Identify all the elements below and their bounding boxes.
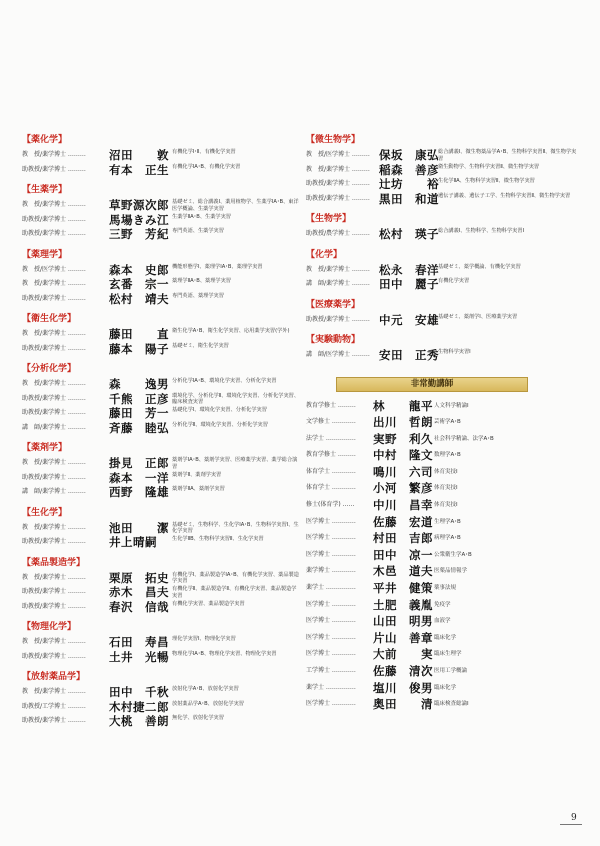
faculty-role: 助教授/薬学博士 ……… [22,294,86,302]
faculty-subjects: 分析化学ⅠA･B、環境化学実習、分析化学実習 [172,378,277,384]
lecturer-name: 土肥 義胤 [373,597,433,612]
faculty-role: 助教授/薬学博士 ……… [22,602,86,610]
faculty-role: 助教授/農学博士 ……… [306,230,370,237]
faculty-name: 森本 史郎 [109,262,169,277]
part-time-entry [306,497,581,514]
lecturer-subjects: 社会科学精論、法学A･B [434,435,494,442]
lecturer-subjects: 薬事法規 [434,585,457,592]
faculty-subjects: 有機化学Ⅰ･Ⅱ、有機化学実習 [172,149,236,155]
lecturer-name: 中川 昌幸 [373,498,433,513]
department-title: 【生薬学】 [22,185,68,195]
part-time-entry [306,613,581,630]
faculty-entry [22,163,300,178]
lecturer-name: 林 龍平 [373,398,433,413]
part-time-entry [306,464,581,481]
faculty-entry [306,192,581,207]
faculty-role: 講 師/医学博士 ……… [306,351,370,358]
faculty-name: 栗原 拓史 [109,570,169,585]
faculty-subjects: 有機化学Ⅱ、薬品製造学Ⅱ、有機化学実習、薬品製造学実習 [172,586,297,599]
faculty-role: 教 授/薬学博士 ……… [22,638,86,645]
lecturer-degree: 法学士 …………… [306,434,356,442]
faculty-role: 教 授/医学博士 ……… [306,151,370,158]
faculty-entry [22,198,300,213]
faculty-subjects: 薬剤学ⅠA･B、薬剤学実習、医療薬学実習、薬学総合演習 [172,457,298,470]
lecturer-name: 山田 明男 [373,614,433,629]
faculty-role: 教 授/薬学博士 ……… [306,165,370,173]
faculty-entry [22,277,300,292]
faculty-role: 教 授/薬学博士 ……… [22,380,86,387]
faculty-entry [306,313,581,328]
faculty-subjects: 生物科学実習Ⅰ [438,349,471,355]
faculty-subjects: 基礎ゼミ、薬学概論、有機化学実習 [438,263,521,270]
faculty-subjects: 理化学実習Ⅰ、物理化学実習 [172,636,236,642]
part-time-entry [306,580,581,597]
lecturer-degree: 医学博士 ………… [306,650,356,658]
faculty-name: 森 逸男 [109,377,169,391]
faculty-entry [22,471,300,486]
faculty-name: 沼田 敦 [109,148,169,162]
faculty-entry [22,377,300,392]
lecturer-degree: 医学博士 ………… [306,534,356,542]
faculty-name: 春沢 信哉 [109,599,169,614]
faculty-subjects: 機能形態学Ⅰ、薬理学ⅠA･B、薬理学実習 [172,263,263,270]
faculty-role: 教 授/薬学博士 ……… [22,573,86,581]
faculty-role: 教 授/薬学博士 ……… [22,523,86,531]
faculty-role: 講 師/薬学博士 ……… [306,280,370,287]
lecturer-subjects: 免疫学 [434,601,451,608]
lecturer-subjects: 臨床化学 [434,634,457,641]
lecturer-degree: 医学博士 ………… [306,600,356,608]
lecturer-degree: 工学博士 ………… [306,667,356,674]
part-time-entry [306,398,581,415]
faculty-name: 田中 千秋 [109,685,169,699]
faculty-role: 教 授/医学博士 ……… [22,265,86,273]
faculty-entry [22,421,300,436]
faculty-name: 松村 瑛子 [379,227,439,241]
lecturer-subjects: 臨床検査総論Ⅰ [434,701,469,708]
faculty-name: 馬場きみ江 [109,212,169,227]
lecturer-degree: 体育学士 ………… [306,484,356,492]
faculty-name: 藤田 芳一 [109,406,169,420]
part-time-entry [306,680,581,697]
faculty-subjects: 薬剤学ⅡA、薬剤学実習 [172,486,225,492]
faculty-subjects: 生化学ⅡB、生物科学実習Ⅱ、生化学実習 [172,536,264,542]
faculty-entry [306,177,581,192]
lecturer-degree: 薬学士 …………… [306,584,356,592]
department-title: 【薬化学】 [22,135,68,145]
faculty-role: 講 師/薬学博士 ……… [22,488,86,495]
right-column [306,134,581,713]
department-title: 【生化学】 [22,507,68,518]
lecturer-degree: 医学博士 ………… [306,617,356,625]
department-section [306,334,581,363]
faculty-role: 助教授/薬学博士 ……… [22,473,86,481]
lecturer-degree: 文学修士 ………… [306,418,356,426]
lecturer-subjects: 体育実技Ⅰ [434,502,458,509]
department-section [306,134,581,206]
faculty-role: 助教授/薬学博士 ……… [22,409,86,416]
part-time-entry [306,414,581,431]
lecturer-name: 村田 吉郎 [373,531,433,546]
lecturer-subjects: 血液学 [434,618,451,625]
faculty-entry [22,148,300,163]
faculty-name: 藤本 陽子 [109,341,169,356]
lecturer-name: 大前 実 [373,647,433,662]
faculty-name: 保坂 康弘 [379,148,439,162]
faculty-entry [22,392,300,407]
faculty-name: 玄番 宗一 [109,277,169,291]
lecturer-subjects: 医薬品情報学 [434,568,468,575]
lecturer-degree: 体育学士 ………… [306,467,356,475]
part-time-entry [306,646,581,663]
lecturer-degree: 教育学修士 ……… [306,451,356,459]
lecturer-subjects: 臨床生理学 [434,651,462,658]
faculty-name: 千熊 正彦 [109,391,169,406]
lecturer-subjects: 数理学A･B [434,452,461,459]
faculty-entry [22,521,300,536]
part-time-entry [306,447,581,464]
department-title: 【物理化学】 [22,622,77,632]
lecturer-name: 平井 健策 [373,581,433,596]
faculty-name: 掛見 正郎 [109,456,169,470]
lecturer-subjects: 公衆衛生学A･B [434,551,472,558]
faculty-entry [22,650,300,665]
lecturer-subjects: 芸術学A･B [434,419,461,426]
faculty-role: 助教授/薬学博士 ……… [22,394,86,402]
faculty-entry [22,406,300,421]
department-title: 【微生物学】 [306,135,361,145]
department-section [22,621,300,664]
faculty-subjects: 生薬学ⅡA･B、生薬学実習 [172,213,231,220]
department-title: 【薬剤学】 [22,443,68,453]
faculty-subjects: 放射化学A･B、放射化学実習 [172,686,239,692]
faculty-subjects: 有機化学Ⅰ、薬品製造学ⅠA･B、有機化学実習、薬品製造学実習 [172,571,299,584]
faculty-entry [22,327,300,342]
lecturer-name: 片山 善章 [373,630,433,645]
faculty-entry [22,263,300,278]
faculty-role: 教 授/薬学博士 ……… [22,330,86,337]
faculty-subjects: 衛生化学A･B、衛生化学実習、応用薬学実習(学外) [172,328,290,334]
department-title: 【医療薬学】 [306,299,361,310]
faculty-subjects: 遺伝子講義、遺伝子工学、生物科学実習Ⅱ、微生物学実習 [438,192,571,199]
lecturer-degree: 薬学博士 ………… [306,567,356,575]
faculty-name: 土井 光暢 [109,649,169,664]
faculty-subjects: 有機化学実習、薬品製造学実習 [172,600,245,607]
faculty-name: 黒田 和道 [379,191,439,206]
faculty-subjects: 薬理学ⅡA･B、薬理学実習 [172,278,231,284]
lecturer-name: 塩川 俊男 [373,680,433,695]
faculty-subjects: 薬剤学Ⅱ、薬剤学実習 [172,471,222,478]
faculty-role: 助教授/薬学博士 ……… [22,230,86,237]
faculty-entry [22,600,300,615]
faculty-entry [22,213,300,228]
page-number: 9 [571,813,577,823]
faculty-name: 石田 寿昌 [109,635,169,649]
faculty-name: 森本 一洋 [109,470,169,485]
faculty-role: 助教授/薬学博士 ……… [306,315,370,323]
faculty-entry [22,292,300,307]
lecturer-name: 佐藤 清次 [373,664,433,678]
faculty-name: 木村捷二郎 [109,699,169,714]
department-section [22,671,300,729]
department-title: 【薬品製造学】 [22,557,86,568]
department-section [22,442,300,500]
faculty-subjects: 基礎ゼミ、総合講義Ⅰ、薬用植物学、生薬学ⅠA･B、東洋医学概論、生薬学実習 [172,199,299,212]
page-number-rule [560,824,582,825]
lecturer-subjects: 病理学A･B [434,535,461,542]
faculty-subjects: 基礎ゼミ、薬剤学Ⅰ、医療薬学実習 [438,313,518,320]
faculty-role: 教 授/薬学博士 ……… [306,265,370,273]
faculty-entry [306,348,581,363]
part-time-entry [306,514,581,531]
faculty-entry [22,700,300,715]
department-title: 【放射薬品学】 [22,672,86,682]
faculty-entry [306,277,581,292]
faculty-name: 藤田 直 [109,327,169,341]
faculty-subjects: 有機化学ⅠA･B、有機化学実習 [172,163,241,170]
lecturer-name: 田中 凉一 [373,547,433,562]
faculty-role: 助教授/薬学博士 ……… [306,180,370,187]
lecturer-subjects: 体育実技Ⅰ [434,485,458,492]
department-section [306,249,581,292]
lecturer-subjects: 医用工学概論 [434,668,468,674]
lecturer-name: 木邑 道夫 [373,564,433,579]
part-time-lecturers-banner: 非常勤講師 [336,377,528,392]
department-section [22,507,300,550]
faculty-entry [22,485,300,500]
lecturer-degree: 修士(体育学) …… [306,501,355,509]
faculty-name: 安田 正秀 [379,348,439,362]
part-time-entry [306,663,581,680]
part-time-entry [306,530,581,547]
faculty-entry [22,685,300,700]
faculty-entry [306,263,581,278]
faculty-entry [22,635,300,650]
faculty-subjects: 総合講義Ⅰ、生物科学、生物科学実習Ⅰ [438,228,525,234]
department-title: 【薬理学】 [22,249,68,260]
faculty-subjects: 放射薬品学A･B、放射化学実習 [172,700,244,707]
lecturer-name: 佐藤 宏道 [373,514,433,529]
faculty-role: 助教授/薬学博士 ……… [22,588,86,595]
faculty-role: 助教授/薬学博士 ……… [306,194,370,202]
faculty-entry [306,148,581,163]
faculty-role: 助教授/工学博士 ……… [22,702,86,710]
faculty-name: 有本 正生 [109,162,169,177]
faculty-subjects: 基礎化学Ⅰ、環境化学実習、分析化学実習 [172,407,267,413]
lecturer-name: 小河 繁彦 [373,481,433,496]
faculty-role: 助教授/薬学博士 ……… [22,344,86,352]
faculty-name: 赤木 昌夫 [109,585,169,599]
faculty-name: 池田 潔 [109,520,169,535]
faculty-name: 稲森 善彦 [379,162,439,177]
department-section [22,184,300,242]
faculty-name: 井上晴嗣 [109,535,157,549]
faculty-subjects: 物理化学ⅠA･B、物理化学実習、物理化学実習 [172,650,277,657]
faculty-entry [22,585,300,600]
faculty-subjects: 総合講義Ⅰ、微生物薬品学A･B、生物科学実習Ⅱ、微生物学実習 [438,149,577,162]
part-time-entry [306,597,581,614]
department-title: 【実験動物】 [306,335,361,345]
part-time-entry [306,480,581,497]
faculty-name: 三野 芳紀 [109,227,169,241]
faculty-subjects: 専門英語、生薬学実習 [172,228,224,234]
faculty-subjects: 基礎ゼミ、衛生化学実習 [172,342,229,349]
lecturer-degree: 教育学修士 ……… [306,401,356,409]
department-section [22,557,300,615]
faculty-subjects: 生化学ⅡA、生物科学実習Ⅱ、微生物学実習 [438,178,535,184]
department-title: 【化学】 [306,249,343,260]
part-time-entry [306,563,581,580]
faculty-entry [22,456,300,471]
part-time-entry [306,630,581,647]
faculty-role: 教 授/薬学博士 ……… [22,280,86,287]
lecturer-subjects: 体育実技Ⅰ [434,468,458,475]
lecturer-name: 奥田 清 [373,697,433,712]
part-time-entry [306,547,581,564]
lecturer-subjects: 生理学A･B [434,518,461,525]
lecturer-name: 鳴川 六司 [373,464,433,479]
faculty-name: 大桃 善朗 [109,714,169,728]
left-column [22,134,300,736]
faculty-name: 西野 隆雄 [109,485,169,499]
faculty-subjects: 分析化学Ⅱ、環境化学実習、分析化学実習 [172,421,268,428]
faculty-entry [306,227,581,242]
department-title: 【衛生化学】 [22,314,77,324]
department-title: 【分析化学】 [22,364,77,374]
department-section [22,363,300,435]
faculty-role: 教 授/薬学博士 ……… [22,459,86,466]
faculty-role: 助教授/薬学博士 ……… [22,215,86,223]
department-section [306,213,581,242]
faculty-role: 助教授/薬学博士 ……… [22,165,86,173]
faculty-entry [22,571,300,586]
department-section [22,313,300,356]
faculty-name: 辻坊 裕 [379,177,439,191]
faculty-role: 助教授/薬学博士 ……… [22,538,86,545]
faculty-entry [22,342,300,357]
faculty-subjects: 環境化学、分析化学Ⅱ、環境化学実習、分析化学実習、臨床検査実習 [172,392,300,405]
department-section [22,134,300,177]
lecturer-degree: 医学博士 ………… [306,550,356,558]
faculty-role: 助教授/薬学博士 ……… [22,652,86,660]
lecturer-name: 出川 哲朗 [373,415,433,430]
lecturer-degree: 医学博士 ………… [306,700,356,708]
faculty-name: 松永 春洋 [379,262,439,277]
lecturer-subjects: 人文科学精論Ⅰ [434,402,469,409]
faculty-name: 斉藤 睦弘 [109,420,169,435]
faculty-subjects: 無化学、放射化学実習 [172,715,224,721]
department-title: 【生物学】 [306,214,352,224]
faculty-entry [22,714,300,729]
faculty-entry [22,535,300,550]
faculty-name: 草野源次郎 [109,198,169,212]
lecturer-degree: 医学博士 ………… [306,633,356,641]
lecturer-name: 実野 利久 [373,431,433,446]
part-time-entry [306,696,581,713]
part-time-list [306,398,581,713]
department-section [306,299,581,328]
faculty-name: 中元 安雄 [379,312,439,327]
faculty-role: 教 授/薬学博士 ……… [22,688,86,695]
faculty-entry [306,163,581,178]
lecturer-degree: 薬学士 …………… [306,683,356,691]
department-section [22,249,300,307]
faculty-role: 教 授/薬学博士 ……… [22,201,86,208]
faculty-subjects: 基礎ゼミ、生物科学、生化学ⅠA･B、生物科学実習Ⅰ、生化学実習 [172,521,299,534]
lecturer-subjects: 臨床化学 [434,684,457,691]
lecturer-name: 中村 隆文 [373,448,433,463]
faculty-name: 田中 麗子 [379,277,439,291]
lecturer-degree: 医学博士 ………… [306,517,356,525]
faculty-subjects: 専門英語、薬理学実習 [172,292,224,299]
faculty-role: 講 師/薬学博士 ……… [22,423,86,431]
part-time-entry [306,431,581,448]
faculty-entry [22,227,300,242]
faculty-name: 松村 靖夫 [109,291,169,306]
faculty-role: 教 授/薬学博士 ……… [22,151,86,158]
faculty-subjects: 衛生動物学、生物科学実習Ⅱ、微生物学実習 [438,163,540,170]
faculty-role: 助教授/薬学博士 ……… [22,717,86,724]
faculty-subjects: 有機化学実習 [438,278,470,284]
